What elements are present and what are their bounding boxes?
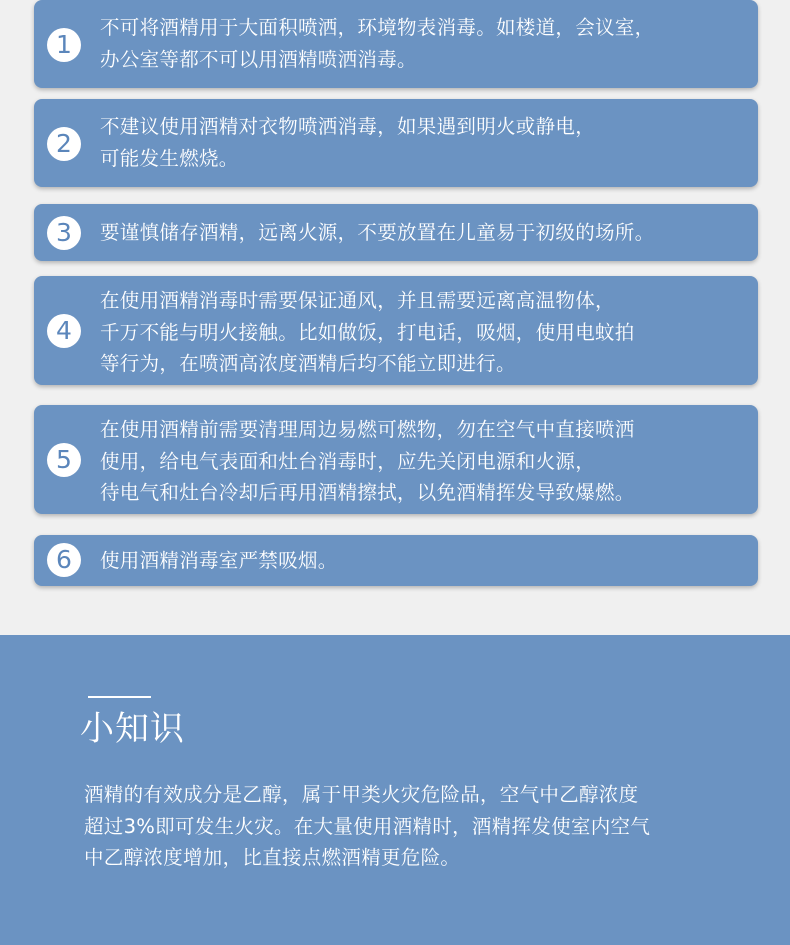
tips-text: 酒精的有效成分是乙醇，属于甲类火灾危险品，空气中乙醇浓度 超过3%即可发生火灾。在大量使用酒精时，酒精挥发使室内空气 中乙醇浓度增加，比直接点燃酒精更危险。 xyxy=(84,783,651,869)
number-badge: 2 xyxy=(47,127,81,161)
number-badge: 4 xyxy=(47,314,81,348)
precaution-card-5 xyxy=(34,405,758,514)
precaution-text: 使用酒精消毒室严禁吸烟。 xyxy=(100,549,338,572)
precaution-text: 在使用酒精消毒时需要保证通风，并且需要远离高温物体， 千万不能与明火接触。比如做饭，打电话，吸烟，使用电蚊拍 等行为，在喷洒高浓度酒精后均不能立即进行。 xyxy=(100,289,635,375)
tips-section xyxy=(0,635,790,945)
precaution-card-6 xyxy=(34,535,758,586)
precaution-text: 不可将酒精用于大面积喷洒，环境物表消毒。如楼道，会议室， 办公室等都不可以用酒精喷洒消毒。 xyxy=(100,16,655,71)
precaution-text: 不建议使用酒精对衣物喷洒消毒，如果遇到明火或静电， 可能发生燃烧。 xyxy=(100,115,596,170)
title-divider xyxy=(88,696,151,698)
number-badge: 3 xyxy=(47,216,81,250)
precaution-card-2 xyxy=(34,99,758,187)
tips-title: 小知识 xyxy=(80,709,185,749)
number-badge: 5 xyxy=(47,443,81,477)
precaution-text: 要谨慎储存酒精，远离火源，不要放置在儿童易于初级的场所。 xyxy=(100,221,655,244)
precaution-text: 在使用酒精前需要清理周边易燃可燃物，勿在空气中直接喷洒 使用，给电气表面和灶台消毒时，应先关闭电源和火源， 待电气和灶台冷却后再用酒精擦拭，以免酒精挥发导致爆燃。 xyxy=(100,418,635,504)
precaution-card-3 xyxy=(34,204,758,261)
precaution-card-4 xyxy=(34,276,758,385)
precaution-card-1 xyxy=(34,0,758,88)
number-badge: 6 xyxy=(47,543,81,577)
number-badge: 1 xyxy=(47,28,81,62)
